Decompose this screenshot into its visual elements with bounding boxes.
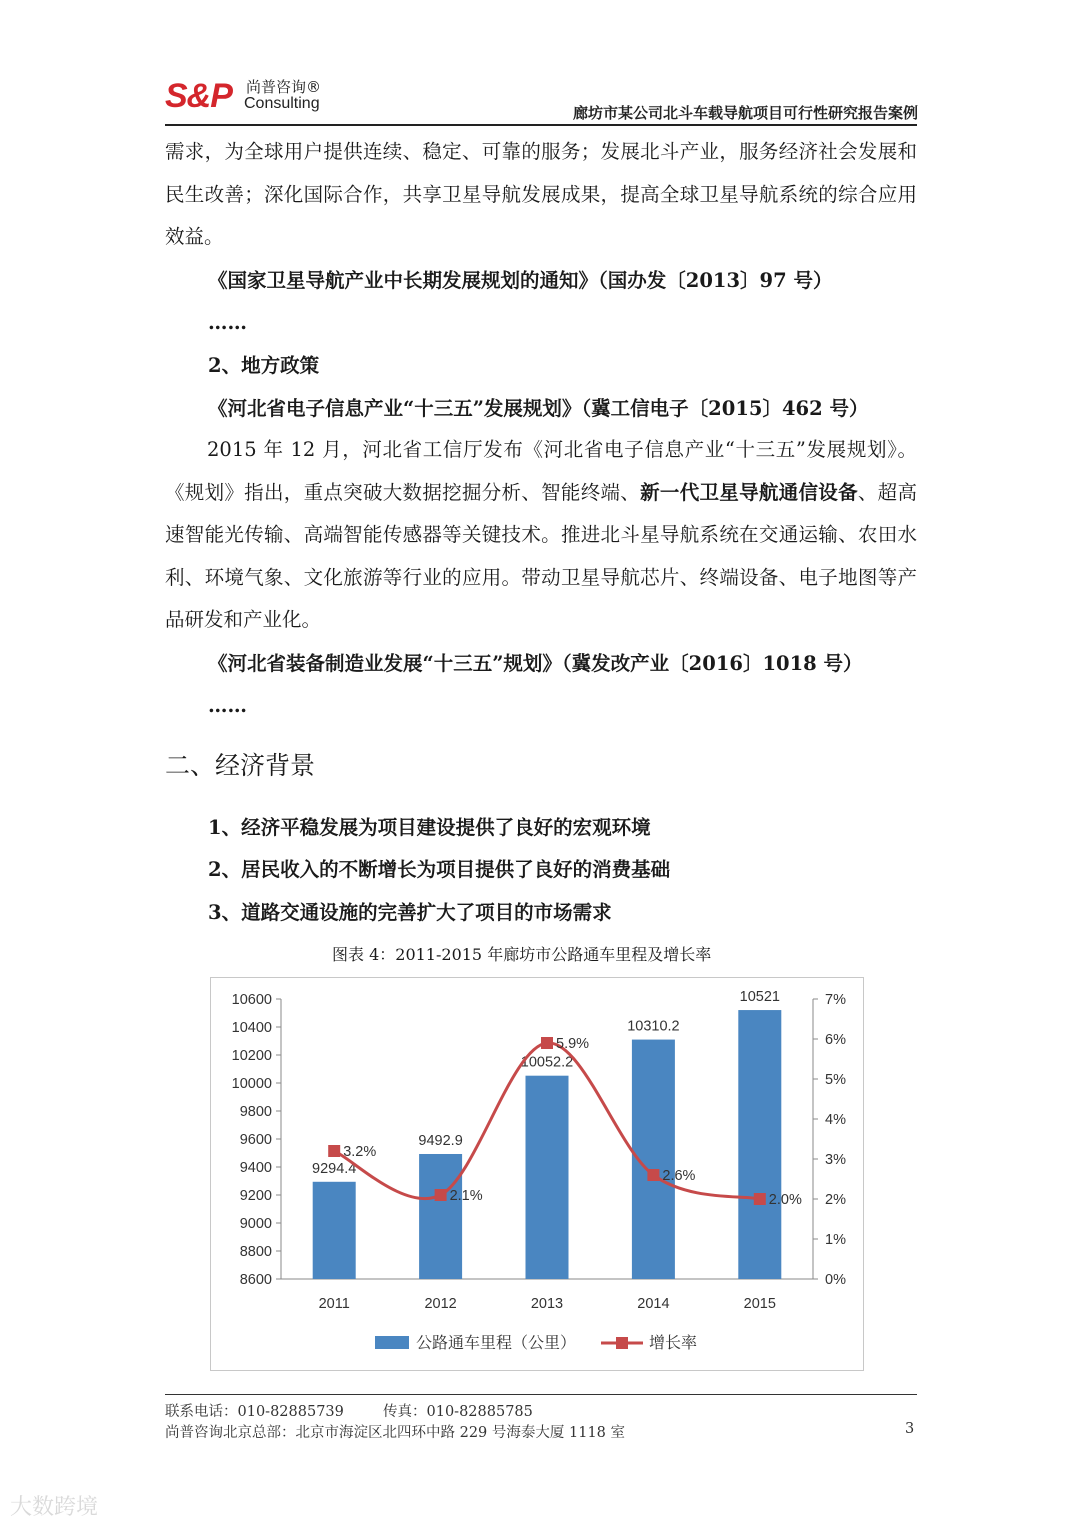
- combo-chart: [211, 978, 863, 1370]
- footer-divider: [165, 1394, 917, 1395]
- growth-rate-marker: [541, 1037, 553, 1049]
- policy-doc-hebei-electronics: 《河北省电子信息产业“十三五”发展规划》（冀工信电子〔2015〕462 号）: [208, 397, 869, 420]
- legend-line-marker: [616, 1337, 628, 1349]
- y-tick-label-left: 10000: [231, 1076, 272, 1092]
- paragraph-intro: 需求，为全球用户提供连续、稳定、可靠的服务；发展北斗产业，服务经济社会发展和民生改善；深化国际合作，共享卫星导航发展成果，提高全球卫星导航系统的综合应用效益。: [165, 140, 917, 248]
- y-tick-label-right: 1%: [825, 1232, 846, 1248]
- y-tick-label-left: 10400: [231, 1020, 272, 1036]
- y-tick-label-left: 9400: [239, 1160, 272, 1176]
- growth-rate-data-label: 2.6%: [662, 1168, 696, 1184]
- subsection-local-policy: 2、地方政策: [208, 354, 320, 377]
- x-tick-label: 2013: [530, 1296, 564, 1312]
- growth-rate-data-label: 5.9%: [556, 1036, 590, 1052]
- document-title: 廊坊市某公司北斗车载导航项目可行性研究报告案例: [572, 104, 918, 122]
- bar-data-label: 10052.2: [520, 1054, 574, 1071]
- bar-data-label: 9492.9: [418, 1132, 463, 1149]
- y-tick-label-left: 10600: [231, 992, 272, 1008]
- brand-name-en: Consulting: [244, 95, 320, 112]
- x-tick-label: 2014: [637, 1296, 670, 1312]
- y-tick-label-left: 8800: [239, 1244, 272, 1260]
- growth-rate-data-label: 2.1%: [449, 1188, 483, 1204]
- y-tick-label-left: 9600: [239, 1132, 272, 1148]
- y-tick-label-left: 10200: [231, 1048, 272, 1064]
- paragraph-hebei-plan: [165, 429, 917, 642]
- x-tick-label: 2011: [318, 1296, 350, 1312]
- y-tick-label-right: 3%: [825, 1152, 846, 1168]
- policy-doc-hebei-equipment: 《河北省装备制造业发展“十三五”规划》（冀发改产业〔2016〕1018 号）: [208, 652, 863, 675]
- ellipsis: ……: [208, 694, 247, 717]
- page-number: 3: [905, 1421, 915, 1437]
- list-item: 1、经济平稳发展为项目建设提供了良好的宏观环境: [208, 816, 651, 839]
- y-tick-label-right: 6%: [825, 1032, 846, 1048]
- y-tick-label-left: 8600: [239, 1272, 272, 1288]
- y-tick-label-left: 9800: [239, 1104, 272, 1120]
- y-tick-label-right: 5%: [825, 1072, 846, 1088]
- legend-line-label: 增长率: [649, 1333, 698, 1352]
- bar: [738, 1010, 781, 1279]
- header-divider: [165, 124, 917, 126]
- y-tick-label-right: 0%: [825, 1272, 846, 1288]
- growth-rate-marker: [435, 1189, 447, 1201]
- brand-logo: S&P: [165, 77, 232, 115]
- policy-doc-national: 《国家卫星导航产业中长期发展规划的通知》（国办发〔2013〕97 号）: [208, 269, 833, 292]
- footer-fax: 传真：010-82885785: [383, 1404, 533, 1420]
- bar-data-label: 10521: [739, 989, 780, 1006]
- bar-data-label: 10310.2: [627, 1018, 680, 1035]
- bar-data-label: 9294.4: [312, 1160, 357, 1177]
- list-item: 3、道路交通设施的完善扩大了项目的市场需求: [208, 901, 612, 924]
- footer-address: 尚普咨询北京总部：北京市海淀区北四环中路 229 号海泰大厦 1118 室: [165, 1425, 626, 1441]
- y-tick-label-right: 4%: [825, 1112, 846, 1128]
- legend-bar-swatch: [375, 1336, 409, 1349]
- growth-rate-data-label: 2.0%: [768, 1192, 802, 1208]
- legend-bar-label: 公路通车里程（公里）: [416, 1333, 577, 1352]
- paragraph-text: 2015 年 12 月，河北省工信厅发布《河北省电子信息产业“十三五”发展规划》。《规划》指出，重点突破大数据挖掘分析、智能终端、: [165, 438, 917, 504]
- x-tick-label: 2012: [424, 1296, 457, 1312]
- bar: [419, 1154, 462, 1279]
- y-tick-label-left: 9000: [239, 1216, 272, 1232]
- growth-rate-marker: [754, 1193, 766, 1205]
- bar: [526, 1076, 569, 1279]
- watermark: 大数跨境: [10, 1495, 99, 1520]
- list-item: 2、居民收入的不断增长为项目提供了良好的消费基础: [208, 858, 671, 881]
- section-title: 二、经济背景: [165, 751, 316, 780]
- chart-caption: 图表 4：2011-2015 年廊坊市公路通车里程及增长率: [332, 945, 712, 964]
- chart-frame: [210, 977, 864, 1371]
- y-tick-label-right: 2%: [825, 1192, 846, 1208]
- paragraph-text: 、超高速智能光传输、高端智能传感器等关键技术。推进北斗星导航系统在交通运输、农田水利、环境气象、文化旅游等行业的应用。带动卫星导航芯片、终端设备、电子地图等产品研发和产业化。: [165, 480, 917, 631]
- growth-rate-data-label: 3.2%: [343, 1144, 377, 1160]
- ellipsis: ……: [208, 311, 247, 334]
- brand-name-cn: 尚普咨询®: [246, 78, 322, 96]
- footer-phone: 联系电话：010-82885739: [165, 1404, 344, 1420]
- growth-rate-marker: [647, 1169, 659, 1181]
- highlighted-text: 新一代卫星导航通信设备: [640, 480, 858, 504]
- bar: [313, 1182, 356, 1279]
- y-tick-label-right: 7%: [825, 992, 846, 1008]
- x-tick-label: 2015: [743, 1296, 776, 1312]
- growth-rate-marker: [328, 1145, 340, 1157]
- y-tick-label-left: 9200: [239, 1188, 272, 1204]
